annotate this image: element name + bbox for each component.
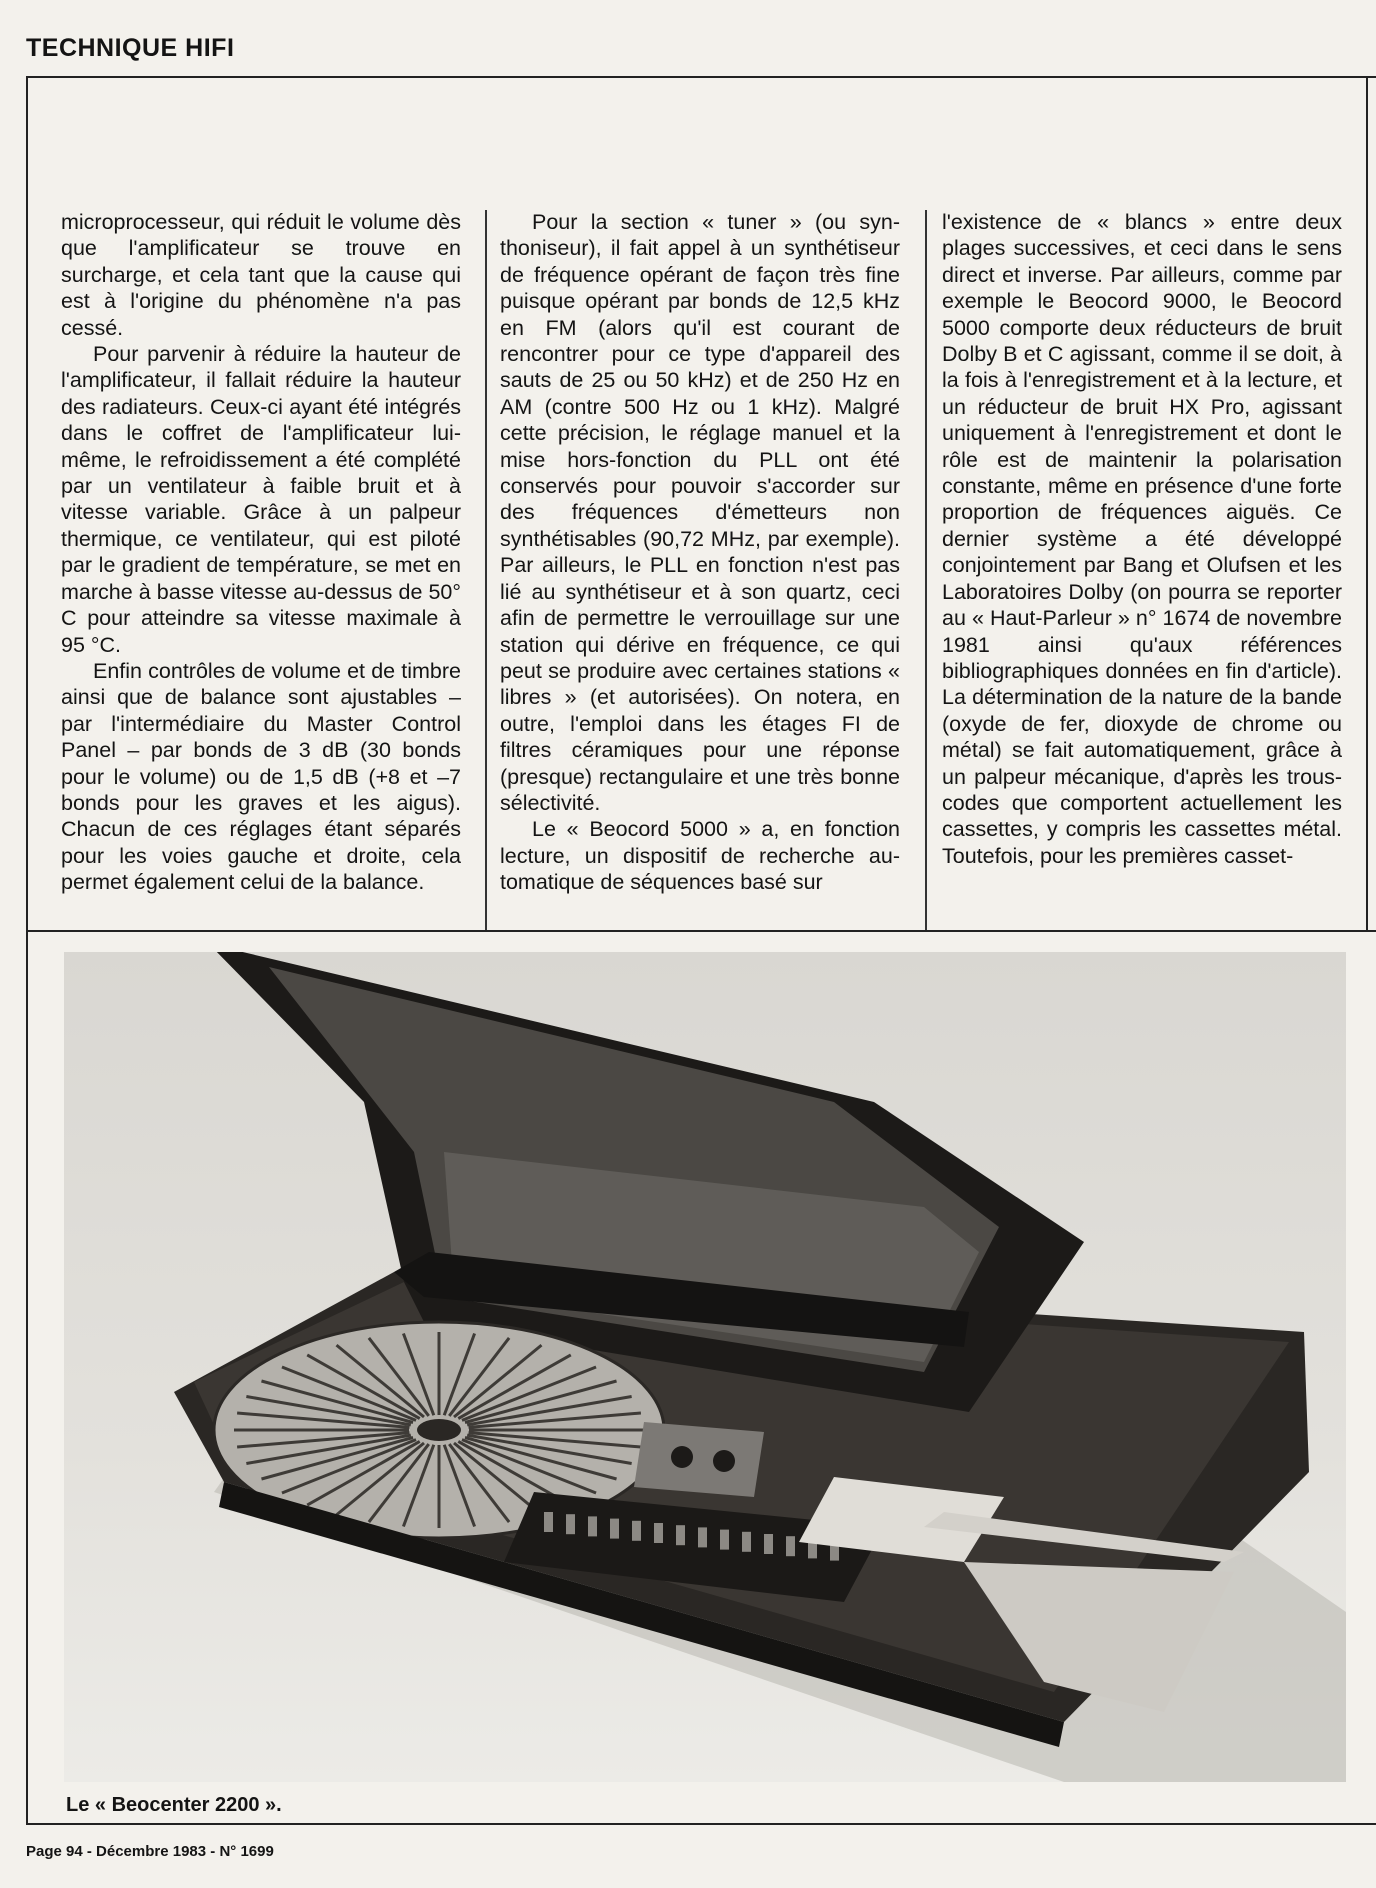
paragraph: Enfin contrôles de volume et de timbre ainsi que de balance sont ajustables – par l'intermédiaire du Master Control Panel – par bonds de 3 dB (30 bonds pour le volume) ou de 1,5 dB (+8 et –7 bonds pour les graves et les aigus). Chacun de ces réglages étant séparés pour les voies gauche et droite, cela permet également celui de la balance. <box>61 658 461 895</box>
column-divider-1 <box>485 210 487 930</box>
panel-slider <box>698 1527 707 1547</box>
beocenter-illustration <box>64 952 1346 1782</box>
panel-slider <box>764 1534 773 1554</box>
panel-slider <box>566 1514 575 1534</box>
panel-slider <box>588 1516 597 1536</box>
panel-slider <box>786 1536 795 1556</box>
page-folio: Page 94 - Décembre 1983 - N° 1699 <box>26 1843 274 1860</box>
figure-caption: Le « Beocenter 2200 ». <box>66 1794 282 1816</box>
column-divider-2 <box>925 210 927 930</box>
paragraph: Le « Beocord 5000 » a, en fonction lecture, un dispositif de recherche automatique de séquences basé sur <box>500 817 900 895</box>
text-column-2 <box>500 209 900 896</box>
panel-slider <box>610 1519 619 1539</box>
frame-rule-middle <box>26 930 1376 932</box>
panel-slider <box>676 1525 685 1545</box>
text-column-1 <box>61 209 461 896</box>
paragraph: Pour la section « tuner » (ou synthoniseur), il fait appel à un synthétiseur de fréquence opérant de façon très fine puisque opérant par bonds de 12,5 kHz en FM (alors qu'il est courant de rencontrer pour ce type d'appareil des sauts de 25 ou 50 kHz) et de 250 Hz en AM (contre 500 Hz ou 1 kHz). Malgré cette précision, le réglage manuel et la mise hors-fonction du PLL ont été conservés pour pouvoir s'accorder sur des fréquences d'émetteurs non synthétisables (90,72 MHz, par exemple). Par ailleurs, le PLL en fonction n'est pas lié au synthétiseur et à son quartz, ceci afin de permettre le verrouillage sur une station qui dérive en fréquence, ce qui peut se produire avec certaines stations « libres » (et autorisées). On notera, en outre, l'emploi dans les étages FI de filtres céramiques pour une réponse (presque) rectangulaire et une très bonne sélectivité. <box>500 210 900 815</box>
frame-rule-right <box>1366 76 1368 931</box>
text-column-3 <box>942 209 1342 869</box>
section-rubric: TECHNIQUE HIFI <box>26 34 235 62</box>
paragraph: microprocesseur, qui réduit le volume dès que l'amplificateur se trouve en surcharge, et cela tant que la cause qui est à l'origine du phénomène n'a pas cessé. <box>61 210 461 340</box>
frame-rule-left <box>26 76 28 1824</box>
panel-slider <box>742 1532 751 1552</box>
panel-slider <box>632 1521 641 1541</box>
frame-rule-bottom <box>26 1823 1376 1825</box>
beocenter-photo <box>64 952 1346 1782</box>
panel-slider <box>544 1512 553 1532</box>
paragraph: l'existence de « blancs » entre deux plages successives, et ceci dans le sens direct et inverse. Par ailleurs, comme par exemple le Beocord 9000, le Beocord 5000 comporte deux réducteurs de bruit Dolby B et C agissant, comme il se doit, à la fois à l'enregistrement et à la lecture, et un réducteur de bruit HX Pro, agissant uniquement à l'enregistrement et dont le rôle est de maintenir la polarisation constante, même en présence d'une forte proportion de fréquences aiguës. Ce dernier système a été développé conjointement par Bang et Olufsen et les Laboratoires Dolby (on pourra se reporter au « Haut-Parleur » n° 1674 de novembre 1981 ainsi qu'aux références bibliographiques données en fin d'article). La détermination de la nature de la bande (oxyde de fer, dioxyde de chrome ou métal) se fait automatiquement, grâce à un palpeur mécanique, d'après les trous-codes que comportent actuellement les cassettes, y compris les cassettes métal. Toutefois, pour les premières casset- <box>942 210 1342 868</box>
panel-slider <box>654 1523 663 1543</box>
frame-rule-top <box>26 76 1376 78</box>
paragraph: Pour parvenir à réduire la hauteur de l'amplificateur, il fallait réduire la hauteur des radiateurs. Ceux-ci ayant été intégrés dans le coffret de l'amplificateur lui-même, le refroidissement a été complété par un ventilateur à faible bruit et à vitesse variable. Grâce à un palpeur thermique, ce ventilateur, qui est piloté par le gradient de température, se met en marche à basse vitesse au-dessus de 50° C pour atteindre sa vitesse maximale à 95 °C. <box>61 342 461 657</box>
panel-slider <box>720 1530 729 1550</box>
